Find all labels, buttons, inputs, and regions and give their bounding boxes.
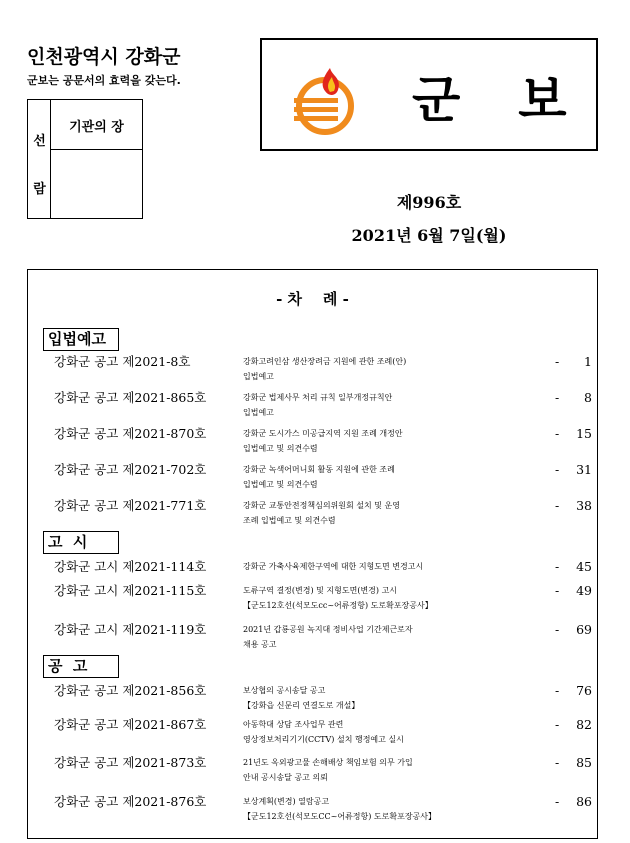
gazette-title: 군보 xyxy=(412,71,625,129)
announcement-number: 강화군 공고 제2021-856호 xyxy=(54,683,207,698)
approval-box xyxy=(27,99,143,219)
entry-title-line-2: 입법예고 및 의견수렴 xyxy=(243,480,318,489)
entry-title-line-2: 입법예고 xyxy=(243,408,274,417)
page-number: 85 xyxy=(576,755,592,770)
entry-title-line-2: 채용 공고 xyxy=(243,640,277,649)
page-number: 15 xyxy=(576,426,592,441)
leader-dash: - xyxy=(555,462,560,477)
announcement-number: 강화군 고시 제2021-114호 xyxy=(54,559,207,574)
entry-title xyxy=(243,559,555,574)
entry-title-line-1: 도류구역 결정(변경) 및 지형도면(변경) 고시 xyxy=(243,586,398,595)
announcement-number: 강화군 고시 제2021-115호 xyxy=(54,583,207,598)
page-number: 86 xyxy=(576,794,592,809)
entry-title-line-2: 영상정보처리기기(CCTV) 설치 행정예고 실시 xyxy=(243,735,404,744)
announcement-number: 강화군 공고 제2021-865호 xyxy=(54,390,207,405)
leader-dash: - xyxy=(555,794,560,809)
leader-dash: - xyxy=(555,717,560,732)
announcement-number: 강화군 공고 제2021-702호 xyxy=(54,462,207,477)
approval-label-2: 람 xyxy=(33,182,46,197)
entry-title xyxy=(243,462,555,492)
page-number: 38 xyxy=(576,498,592,513)
entry-title-line-2: 안내 공시송달 공고 의뢰 xyxy=(243,773,328,782)
section-heading: 고 시 xyxy=(43,531,119,554)
entry-title-line-2: 【군도12호선(석모도CC~어류정항) 도로확포장공사】 xyxy=(243,812,437,821)
organization-name: 인천광역시 강화군 xyxy=(27,46,181,68)
entry-title xyxy=(243,498,555,528)
page-number: 49 xyxy=(576,583,592,598)
approval-header: 기관의 장 xyxy=(69,120,124,135)
leader-dash: - xyxy=(555,498,560,513)
leader-dash: - xyxy=(555,683,560,698)
entry-title xyxy=(243,390,555,420)
entry-title-line-2: 입법예고 및 의견수렴 xyxy=(243,444,318,453)
entry-title-line-1: 강화고려인삼 생산장려금 지원에 관한 조례(안) xyxy=(243,357,407,366)
page-number: 82 xyxy=(576,717,592,732)
gazette-emblem-icon xyxy=(288,64,362,138)
issue-number: 제996호 xyxy=(396,193,462,212)
page-number: 69 xyxy=(576,622,592,637)
section-heading: 입법예고 xyxy=(43,328,119,351)
page-number: 1 xyxy=(584,354,592,369)
entry-title-line-2: 입법예고 xyxy=(243,372,274,381)
page-number: 76 xyxy=(576,683,592,698)
entry-title-line-2: 【군도12호선(석모도cc~어류정항) 도로확포장공사】 xyxy=(243,601,433,610)
entry-title-line-1: 강화군 교통안전정책심의위원회 설치 및 운영 xyxy=(243,501,401,510)
approval-label-column xyxy=(28,100,51,218)
entry-title xyxy=(243,794,555,824)
page-number: 31 xyxy=(576,462,592,477)
announcement-number: 강화군 공고 제2021-771호 xyxy=(54,498,207,513)
leader-dash: - xyxy=(555,354,560,369)
entry-title-line-1: 보상협의 공시송달 공고 xyxy=(243,686,326,695)
entry-title-line-2: 【강화읍 신문리 연결도로 개설】 xyxy=(243,701,360,710)
entry-title-line-1: 강화군 녹색어머니회 활동 지원에 관한 조례 xyxy=(243,465,395,474)
announcement-number: 강화군 공고 제2021-873호 xyxy=(54,755,207,770)
announcement-number: 강화군 공고 제2021-876호 xyxy=(54,794,207,809)
entry-title xyxy=(243,755,555,785)
leader-dash: - xyxy=(555,559,560,574)
leader-dash: - xyxy=(555,755,560,770)
entry-title xyxy=(243,717,555,747)
announcement-number: 강화군 고시 제2021-119호 xyxy=(54,622,207,637)
announcement-number: 강화군 공고 제2021-8호 xyxy=(54,354,191,369)
entry-title-line-1: 21년도 옥외광고물 손해배상 책임보험 의무 가입 xyxy=(243,758,413,767)
entry-title-line-1: 2021년 갑룡공원 녹지대 정비사업 기간제근로자 xyxy=(243,625,413,634)
leader-dash: - xyxy=(555,390,560,405)
approval-header-cell xyxy=(51,100,142,150)
entry-title xyxy=(243,622,555,652)
announcement-number: 강화군 공고 제2021-870호 xyxy=(54,426,207,441)
toc-title: - 차 례 - xyxy=(276,290,349,308)
page-number: 8 xyxy=(584,390,592,405)
entry-title-line-1: 아동학대 상담 조사업무 관련 xyxy=(243,720,344,729)
entry-title xyxy=(243,683,555,713)
approval-label-1: 선 xyxy=(33,134,46,149)
leader-dash: - xyxy=(555,426,560,441)
issue-date: 2021년 6월 7일(월) xyxy=(351,226,507,245)
entry-title-line-1: 강화군 법제사무 처리 규칙 일부개정규칙안 xyxy=(243,393,393,402)
entry-title-line-1: 강화군 가축사육제한구역에 대한 지형도면 변경고시 xyxy=(243,562,424,571)
page-number: 45 xyxy=(576,559,592,574)
entry-title xyxy=(243,426,555,456)
section-heading: 공 고 xyxy=(43,655,119,678)
gazette-effect-note: 군보는 공문서의 효력을 갖는다. xyxy=(27,74,181,87)
entry-title-line-1: 강화군 도시가스 미공급지역 지원 조례 개정안 xyxy=(243,429,403,438)
announcement-number: 강화군 공고 제2021-867호 xyxy=(54,717,207,732)
title-box xyxy=(260,38,625,151)
leader-dash: - xyxy=(555,622,560,637)
leader-dash: - xyxy=(555,583,560,598)
entry-title xyxy=(243,583,555,613)
entry-title xyxy=(243,354,555,384)
entry-title-line-1: 보상계획(변경) 열람공고 xyxy=(243,797,330,806)
entry-title-line-2: 조례 입법예고 및 의견수렴 xyxy=(243,516,336,525)
